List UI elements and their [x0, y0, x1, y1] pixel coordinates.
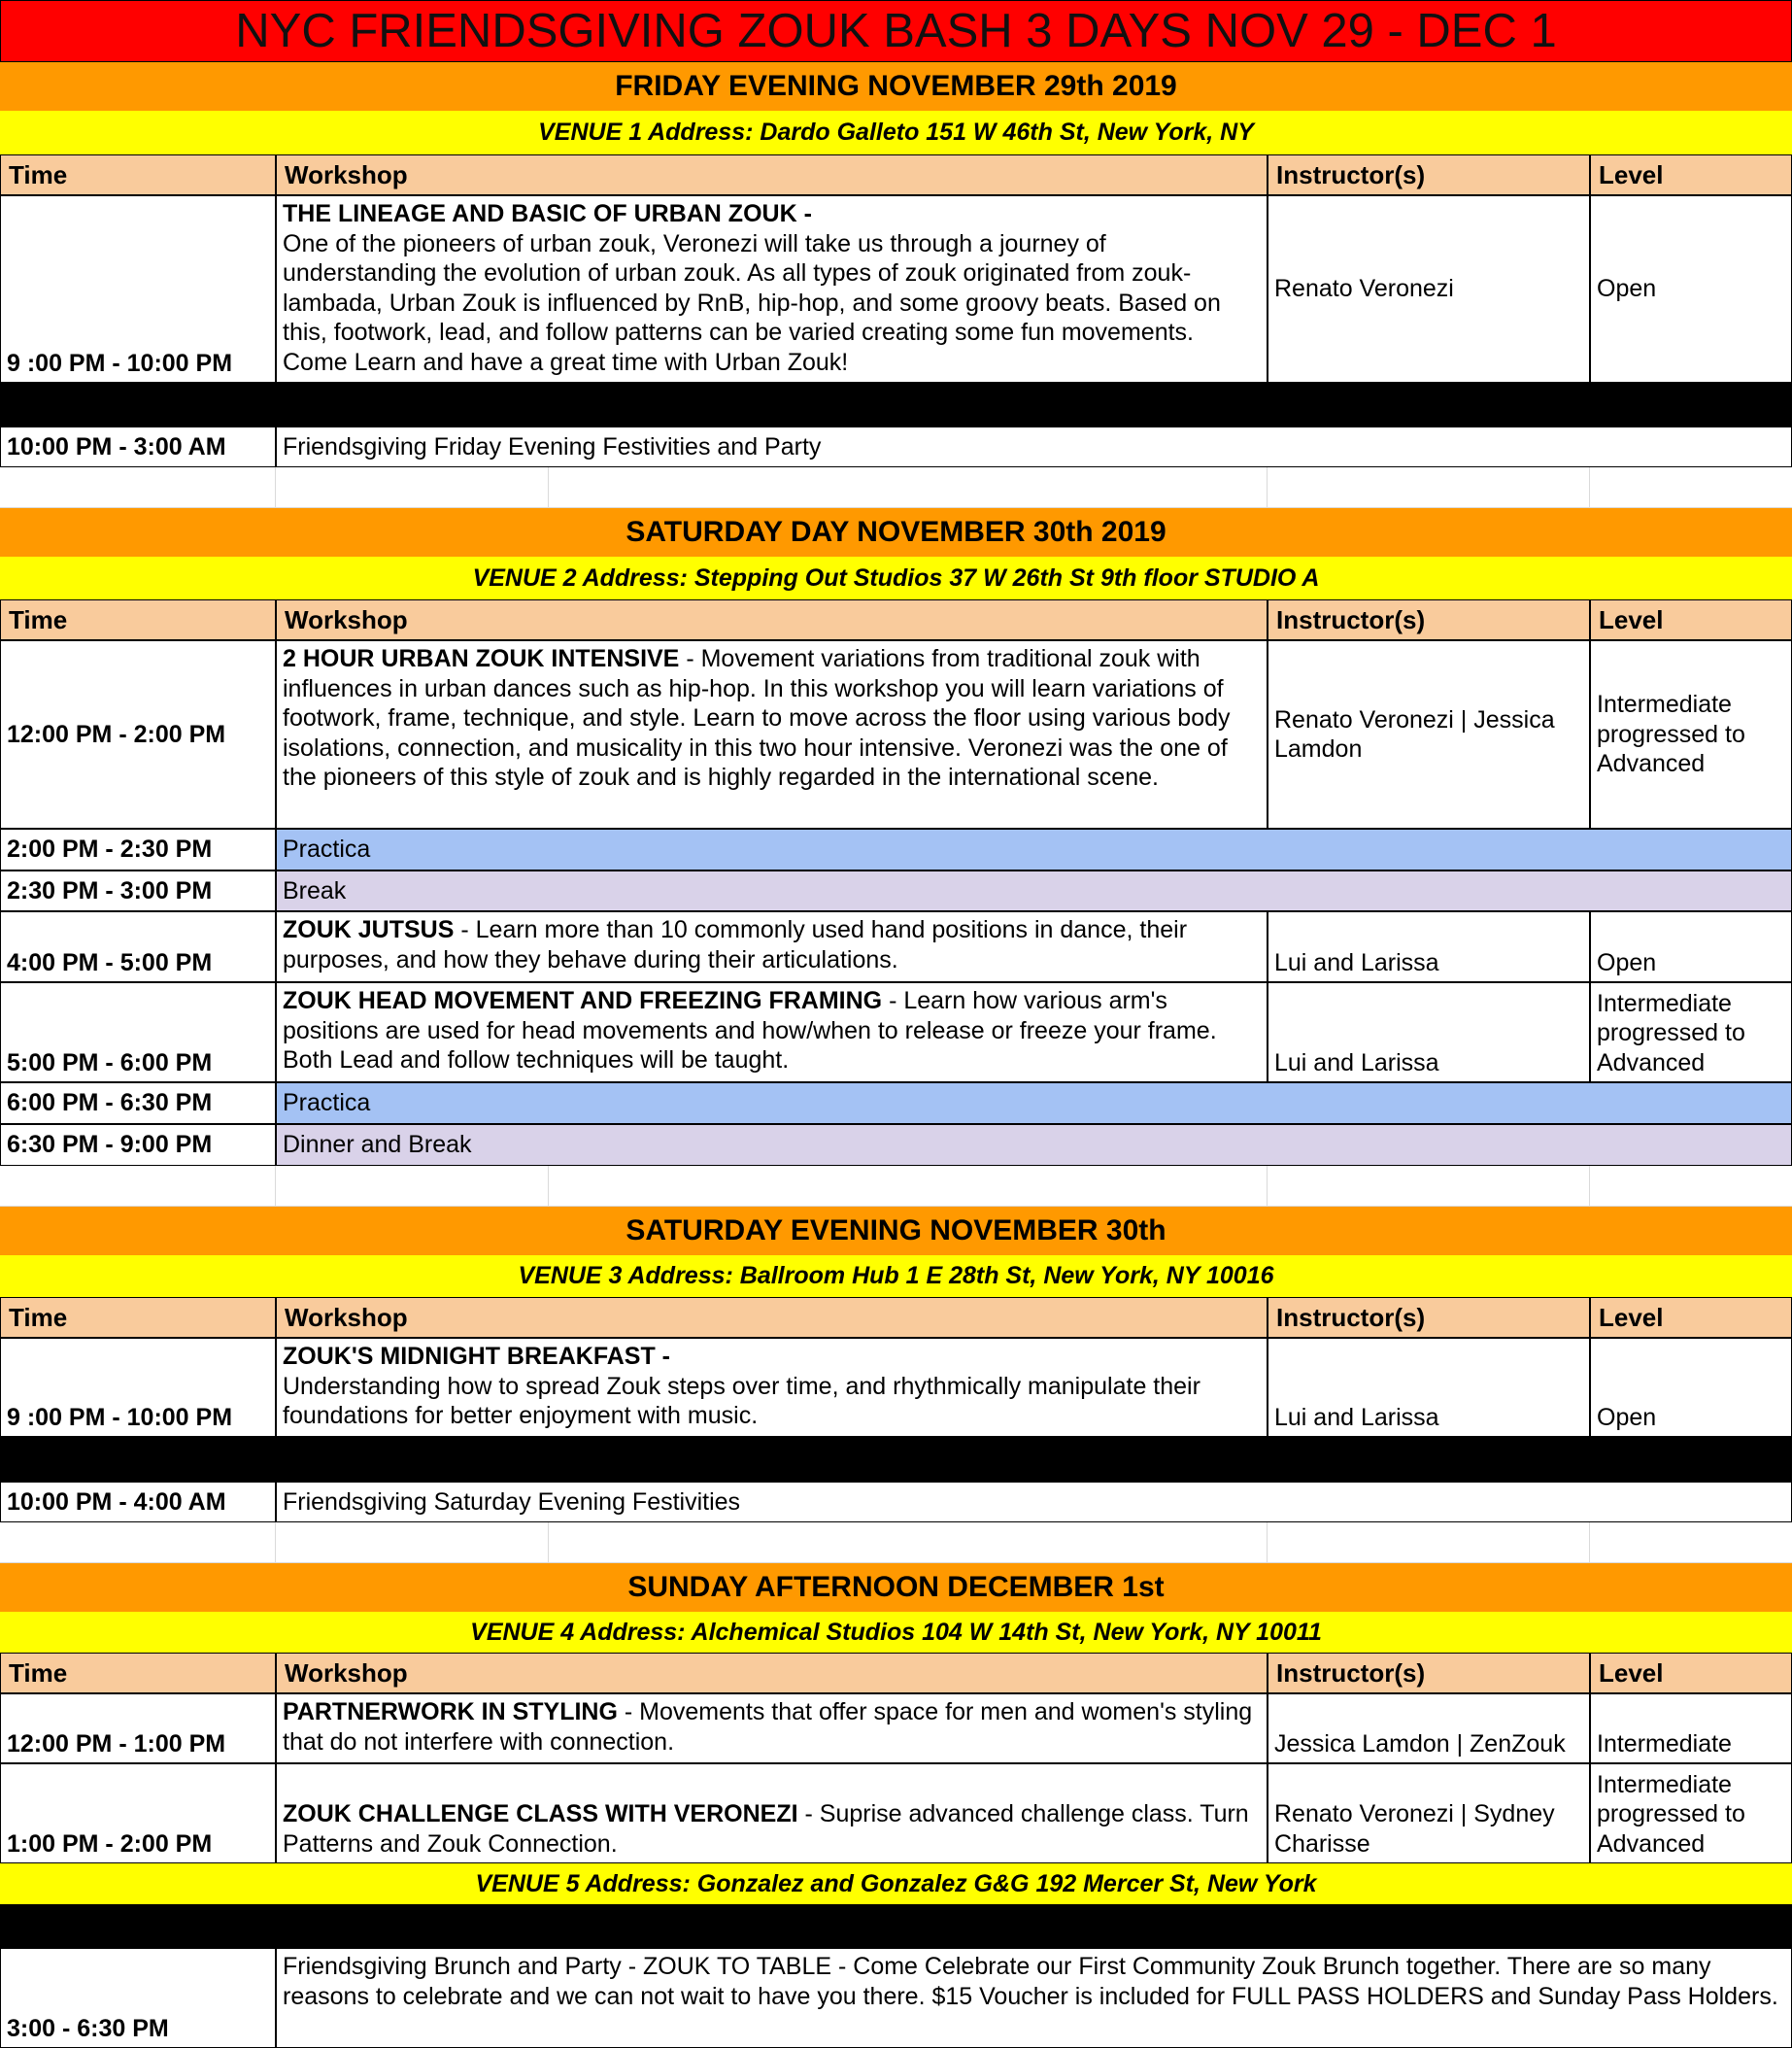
- level-cell: Intermediate progressed to Advanced: [1590, 1763, 1792, 1863]
- level-cell: Open: [1590, 1338, 1792, 1437]
- workshop-title: PARTNERWORK IN STYLING: [283, 1698, 618, 1725]
- workshop-cell: [276, 195, 1268, 383]
- empty-cell: [1268, 1166, 1590, 1207]
- empty-cell: [0, 467, 276, 508]
- spacer-row: [0, 1522, 1792, 1563]
- workshop-cell: [276, 911, 1268, 982]
- time-cell: 3:00 - 6:30 PM: [0, 1948, 276, 2048]
- workshop-title: ZOUK'S MIDNIGHT BREAKFAST -: [283, 1343, 670, 1370]
- header-workshop: Workshop: [276, 599, 1268, 640]
- table-row: [0, 1338, 1792, 1437]
- header-time: Time: [0, 154, 276, 195]
- venue-address: VENUE 3 Address: Ballroom Hub 1 E 28th St, New York, NY 10016: [0, 1255, 1792, 1297]
- workshop-cell: [276, 1693, 1268, 1763]
- empty-cell: [549, 1522, 1268, 1563]
- header-instructors: Instructor(s): [1268, 154, 1590, 195]
- header-workshop: Workshop: [276, 1653, 1268, 1693]
- time-cell: 2:30 PM - 3:00 PM: [0, 870, 276, 911]
- column-headers: [0, 1297, 1792, 1338]
- day-header: SUNDAY AFTERNOON DECEMBER 1st: [0, 1563, 1792, 1612]
- workshop-title: 2 HOUR URBAN ZOUK INTENSIVE: [283, 645, 680, 672]
- workshop-cell: [276, 982, 1268, 1082]
- table-row: [0, 640, 1792, 829]
- time-cell: 12:00 PM - 2:00 PM: [0, 640, 276, 829]
- header-instructors: Instructor(s): [1268, 1297, 1590, 1338]
- table-row: [0, 427, 1792, 467]
- workshop-cell: Friendsgiving Friday Evening Festivities and Party: [276, 427, 1792, 467]
- table-row: [0, 1082, 1792, 1124]
- practica-cell: Practica: [276, 1082, 1792, 1124]
- header-instructors: Instructor(s): [1268, 599, 1590, 640]
- workshop-description: - Learn more than 10 commonly used hand positions in dance, their purposes, and how they behave during their articulations.: [283, 916, 1188, 973]
- empty-cell: [1590, 467, 1792, 508]
- venue-address: VENUE 2 Address: Stepping Out Studios 37 W 26th St 9th floor STUDIO A: [0, 557, 1792, 599]
- time-cell: 6:30 PM - 9:00 PM: [0, 1124, 276, 1166]
- divider-bar: [0, 1904, 1792, 1948]
- workshop-cell: Friendsgiving Saturday Evening Festivities: [276, 1482, 1792, 1522]
- header-level: Level: [1590, 1653, 1792, 1693]
- instructors-cell: Lui and Larissa: [1268, 982, 1590, 1082]
- empty-cell: [1268, 467, 1590, 508]
- column-headers: [0, 1653, 1792, 1693]
- time-cell: 12:00 PM - 1:00 PM: [0, 1693, 276, 1763]
- header-workshop: Workshop: [276, 154, 1268, 195]
- time-cell: 6:00 PM - 6:30 PM: [0, 1082, 276, 1124]
- day-header: FRIDAY EVENING NOVEMBER 29th 2019: [0, 62, 1792, 111]
- table-row: [0, 1482, 1792, 1522]
- header-level: Level: [1590, 1297, 1792, 1338]
- workshop-description: One of the pioneers of urban zouk, Veronezi will take us through a journey of understanding the evolution of urban zouk. As all types of zouk originated from zouk-lambada, Urban Zouk is influenced by RnB, hip-hop, and some groovy beats. Based on this, footwork, lead, and follow patterns can be varied creating some fun movements. Come Learn and have a great time with Urban Zouk!: [283, 229, 1221, 376]
- workshop-title: ZOUK JUTSUS: [283, 916, 461, 943]
- break-cell: Break: [276, 870, 1792, 911]
- empty-cell: [276, 467, 549, 508]
- day-header: SATURDAY DAY NOVEMBER 30th 2019: [0, 508, 1792, 557]
- time-cell: 1:00 PM - 2:00 PM: [0, 1763, 276, 1863]
- table-row: [0, 911, 1792, 982]
- time-cell: 10:00 PM - 4:00 AM: [0, 1482, 276, 1522]
- time-cell: 9 :00 PM - 10:00 PM: [0, 1338, 276, 1437]
- workshop-description: - Movement variations from traditional zouk with influences in urban dances such as hip-hop. In this workshop you will learn variations of footwork, frame, technique, and style. Learn to move across the floor using various body isolations, connection, and musicality in this two hour intensive. Veronezi was the one of the pioneers of this style of zouk and is highly regarded in the international scene.: [283, 645, 1231, 791]
- instructors-cell: Renato Veronezi: [1268, 195, 1590, 383]
- time-cell: 2:00 PM - 2:30 PM: [0, 829, 276, 870]
- workshop-cell: [276, 1763, 1268, 1863]
- header-time: Time: [0, 599, 276, 640]
- venue-address: VENUE 5 Address: Gonzalez and Gonzalez G&G 192 Mercer St, New York: [0, 1863, 1792, 1904]
- instructors-cell: Jessica Lamdon | ZenZouk: [1268, 1693, 1590, 1763]
- header-level: Level: [1590, 154, 1792, 195]
- workshop-description: - Learn how various arm's positions are used for head movements and how/when to release or freeze your frame. Both Lead and follow techniques will be taught.: [283, 987, 1217, 1074]
- empty-cell: [549, 467, 1268, 508]
- time-cell: 10:00 PM - 3:00 AM: [0, 427, 276, 467]
- header-time: Time: [0, 1297, 276, 1338]
- time-cell: 4:00 PM - 5:00 PM: [0, 911, 276, 982]
- header-instructors: Instructor(s): [1268, 1653, 1590, 1693]
- empty-cell: [549, 1166, 1268, 1207]
- header-workshop: Workshop: [276, 1297, 1268, 1338]
- table-row: [0, 829, 1792, 870]
- practica-cell: Practica: [276, 829, 1792, 870]
- empty-cell: [0, 1522, 276, 1563]
- column-headers: [0, 599, 1792, 640]
- empty-cell: [1590, 1166, 1792, 1207]
- instructors-cell: Lui and Larissa: [1268, 1338, 1590, 1437]
- empty-cell: [276, 1166, 549, 1207]
- instructors-cell: Renato Veronezi | Jessica Lamdon: [1268, 640, 1590, 829]
- workshop-title: THE LINEAGE AND BASIC OF URBAN ZOUK -: [283, 200, 812, 227]
- workshop-description: Understanding how to spread Zouk steps over time, and rhythmically manipulate their foundations for better enjoyment with music.: [283, 1372, 1200, 1429]
- divider-bar: [0, 1437, 1792, 1482]
- empty-cell: [276, 1522, 549, 1563]
- level-cell: Intermediate progressed to Advanced: [1590, 640, 1792, 829]
- page-title: NYC FRIENDSGIVING ZOUK BASH 3 DAYS NOV 29 - DEC 1: [0, 0, 1792, 62]
- workshop-cell: [276, 640, 1268, 829]
- header-time: Time: [0, 1653, 276, 1693]
- time-cell: 5:00 PM - 6:00 PM: [0, 982, 276, 1082]
- day-header: SATURDAY EVENING NOVEMBER 30th: [0, 1207, 1792, 1255]
- level-cell: Open: [1590, 911, 1792, 982]
- break-cell: Dinner and Break: [276, 1124, 1792, 1166]
- table-row: [0, 1124, 1792, 1166]
- instructors-cell: Renato Veronezi | Sydney Charisse: [1268, 1763, 1590, 1863]
- empty-cell: [1268, 1522, 1590, 1563]
- workshop-title: ZOUK CHALLENGE CLASS WITH VERONEZI: [283, 1800, 798, 1827]
- venue-address: VENUE 1 Address: Dardo Galleto 151 W 46th St, New York, NY: [0, 111, 1792, 154]
- workshop-title: ZOUK HEAD MOVEMENT AND FREEZING FRAMING: [283, 987, 883, 1014]
- time-cell: 9 :00 PM - 10:00 PM: [0, 195, 276, 383]
- empty-cell: [0, 1166, 276, 1207]
- level-cell: Intermediate: [1590, 1693, 1792, 1763]
- workshop-cell: Friendsgiving Brunch and Party - ZOUK TO TABLE - Come Celebrate our First Community Zouk Brunch together. There are so many reasons to celebrate and we can not wait to have you there. $15 Voucher is included for FULL PASS HOLDERS and Sunday Pass Holders.: [276, 1948, 1792, 2048]
- header-level: Level: [1590, 599, 1792, 640]
- table-row: [0, 1948, 1792, 2048]
- table-row: [0, 195, 1792, 383]
- spacer-row: [0, 1166, 1792, 1207]
- level-cell: Open: [1590, 195, 1792, 383]
- workshop-description: - Suprise advanced challenge class. Turn Patterns and Zouk Connection.: [283, 1800, 1249, 1858]
- venue-address: VENUE 4 Address: Alchemical Studios 104 W 14th St, New York, NY 10011: [0, 1612, 1792, 1653]
- empty-cell: [1590, 1522, 1792, 1563]
- table-row: [0, 1763, 1792, 1863]
- table-row: [0, 870, 1792, 911]
- column-headers: [0, 154, 1792, 195]
- spacer-row: [0, 467, 1792, 508]
- table-row: [0, 982, 1792, 1082]
- level-cell: Intermediate progressed to Advanced: [1590, 982, 1792, 1082]
- divider-bar: [0, 383, 1792, 427]
- instructors-cell: Lui and Larissa: [1268, 911, 1590, 982]
- workshop-description: - Movements that offer space for men and women's styling that do not interfere with connection.: [283, 1698, 1253, 1756]
- table-row: [0, 1693, 1792, 1763]
- workshop-cell: [276, 1338, 1268, 1437]
